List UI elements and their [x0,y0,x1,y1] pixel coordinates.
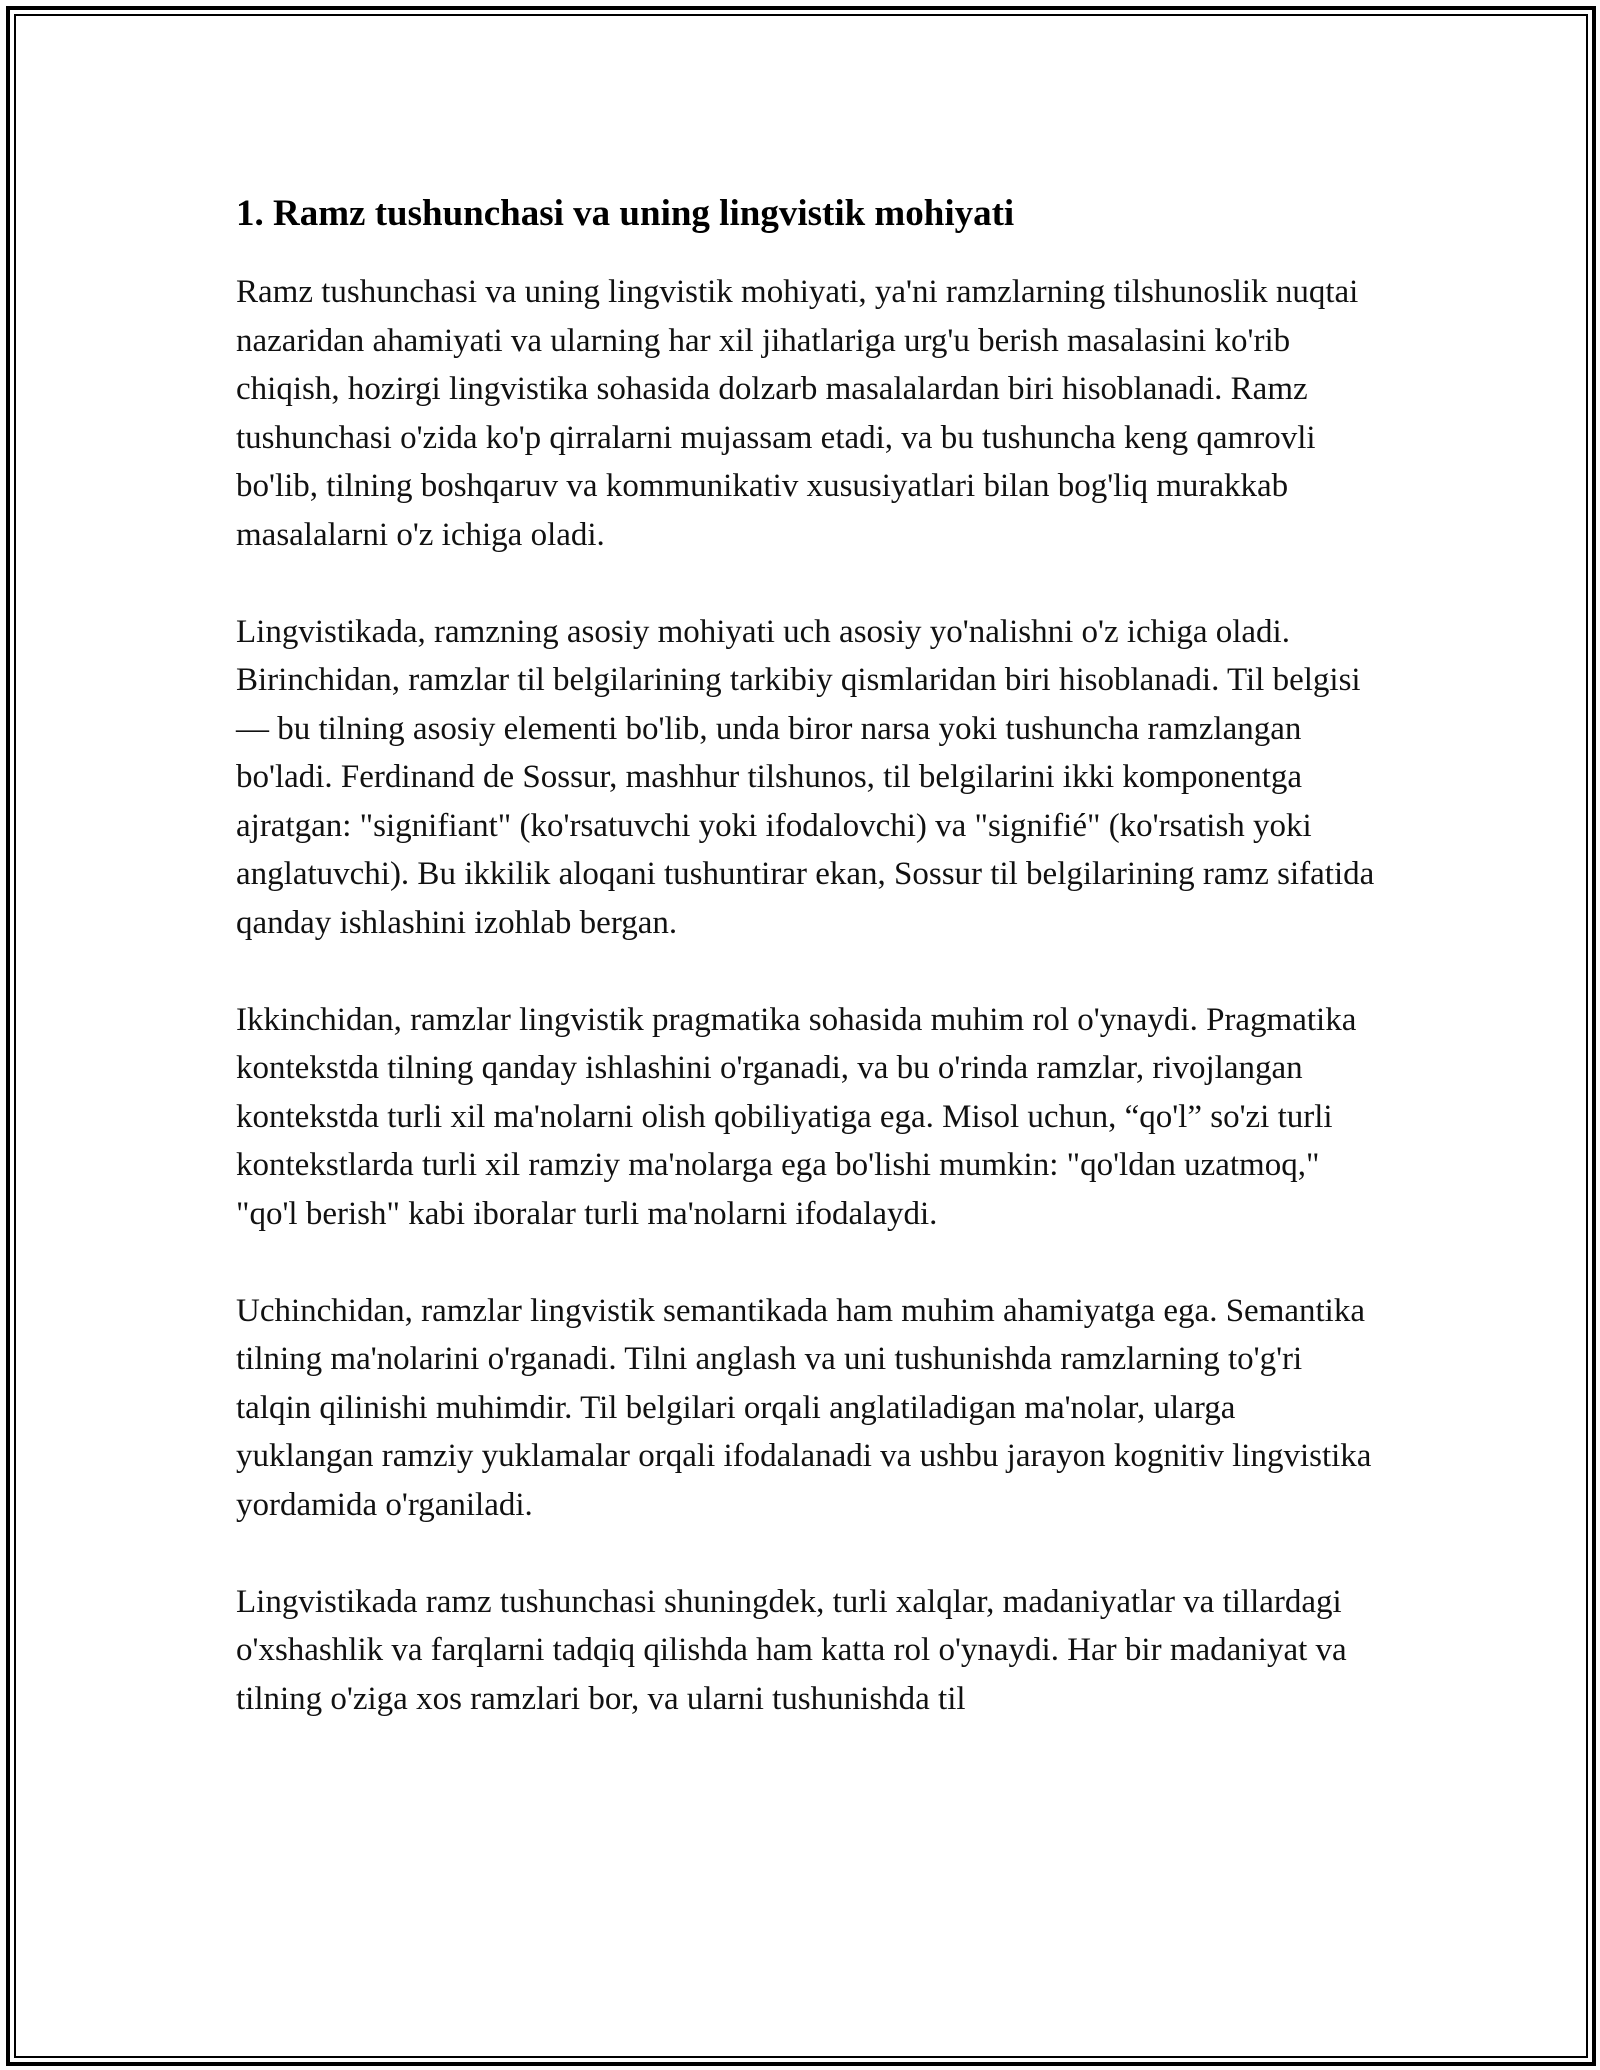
paragraph-cultural: Lingvistikada ramz tushunchasi shuningdek, turli xalqlar, madaniyatlar va tillardagi o'xshashlik va farqlarni tadqiq qilishda ham katta rol o'ynaydi. Har bir madaniyat va tilning o'ziga xos ramzlari bor, va ularni tushunishda til [236,1583,1347,1717]
paragraph-second-point: Ikkinchidan, ramzlar lingvistik pragmatika sohasida muhim rol o'ynaydi. Pragmatika kontekstda tilning qanday ishlashini o'rganadi, va bu o'rinda ramzlar, rivojlangan kontekstda turli xil ma'nolarni olish qobiliyatiga ega. Misol uchun, “qo'l” so'zi turli kontekstlarda turli xil ramziy ma'nolarga ega bo'lishi mumkin: "qo'ldan uzatmoq," "qo'l berish" kabi iboralar turli ma'nolarni ifodalaydi. [236,1001,1357,1232]
paragraph-third-point: Uchinchidan, ramzlar lingvistik semantikada ham muhim ahamiyatga ega. Semantika tilning ma'nolarini o'rganadi. Tilni anglash va uni tushunishda ramzlarning to'g'ri talqin qilinishi muhimdir. Til belgilari orqali anglatiladigan ma'nolar, ularga yuklangan ramziy yuklamalar orqali ifodalanadi va ushbu jarayon kognitiv lingvistika yordamida o'rganiladi. [236,1292,1372,1523]
document-body [236,190,1376,1772]
paragraph-intro: Ramz tushunchasi va uning lingvistik mohiyati, ya'ni ramzlarning tilshunoslik nuqtai nazaridan ahamiyati va ularning har xil jihatlariga urg'u berish masalasini ko'rib chiqish, hozirgi lingvistika sohasida dolzarb masalalardan biri hisoblanadi. Ramz tushunchasi o'zida ko'p qirralarni mujassam etadi, va bu tushuncha keng qamrovli bo'lib, tilning boshqaruv va kommunikativ xususiyatlari bilan bog'liq murakkab masalalarni o'z ichiga oladi. [236,274,1359,553]
section-heading: 1. Ramz tushunchasi va uning lingvistik mohiyati [236,193,1015,234]
paragraph-first-point: Lingvistikada, ramzning asosiy mohiyati uch asosiy yo'nalishni o'z ichiga oladi. Birinchidan, ramzlar til belgilarining tarkibiy qismlaridan biri hisoblanadi. Til belgisi — bu tilning asosiy elementi bo'lib, unda biror narsa yoki tushuncha ramzlangan bo'ladi. Ferdinand de Sossur, mashhur tilshunos, til belgilarini ikki komponentga ajratgan: "signifiant" (ko'rsatuvchi yoki ifodalovchi) va "signifié" (ko'rsatish yoki anglatuvchi). Bu ikkilik aloqani tushuntirar ekan, Sossur til belgilarining ramz sifatida qanday ishlashini izohlab bergan. [236,613,1375,941]
